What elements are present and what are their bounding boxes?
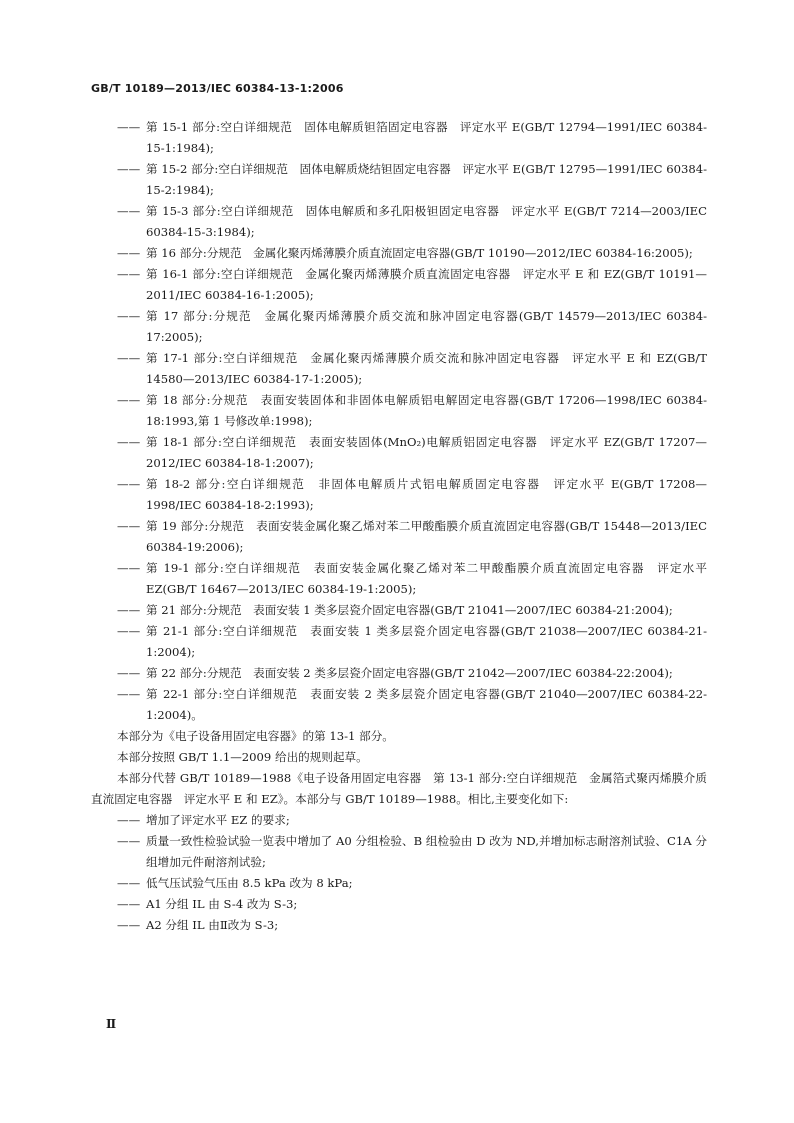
- dash-marker: ——: [117, 477, 141, 491]
- list-item: [117, 621, 707, 663]
- list-item-text: 第 17 部分:分规范 金属化聚丙烯薄膜介质交流和脉冲固定电容器(GB/T 14579—2013/IEC 60384-17:2005);: [146, 309, 707, 344]
- list-item: [117, 516, 707, 558]
- list-item-text: 质量一致性检验试验一览表中增加了 A0 分组检验、B 组检验由 D 改为 ND,并增加标志耐溶剂试验、C1A 分组增加元件耐溶剂试验;: [146, 834, 707, 869]
- dash-marker: ——: [117, 687, 141, 701]
- list-item-text: 第 18-1 部分:空白详细规范 表面安装固体(MnO₂)电解质铝固定电容器 评定水平 EZ(GB/T 17207—2012/IEC 60384-18-1:2007);: [146, 435, 707, 470]
- list-item-text: 第 15-1 部分:空白详细规范 固体电解质钽箔固定电容器 评定水平 E(GB/T 12794—1991/IEC 60384-15-1:1984);: [146, 120, 707, 155]
- standard-code-header: GB/T 10189—2013/IEC 60384-13-1:2006: [91, 82, 344, 95]
- list-item: [117, 810, 707, 831]
- list-item-text: 第 21-1 部分:空白详细规范 表面安装 1 类多层瓷介固定电容器(GB/T 21038—2007/IEC 60384-21-1:2004);: [146, 624, 707, 659]
- list-item-text: 第 19 部分:分规范 表面安装金属化聚乙烯对苯二甲酸酯膜介质直流固定电容器(GB/T 15448—2013/IEC 60384-19:2006);: [146, 519, 707, 554]
- list-item: [117, 894, 707, 915]
- list-item-text: 第 17-1 部分:空白详细规范 金属化聚丙烯薄膜介质交流和脉冲固定电容器 评定水平 E 和 EZ(GB/T 14580—2013/IEC 60384-17-1:2005);: [146, 351, 707, 386]
- dash-marker: ——: [117, 267, 141, 281]
- list-item: [117, 684, 707, 726]
- list-item: [117, 915, 707, 936]
- dash-marker: ——: [117, 204, 141, 218]
- list-item: [117, 243, 707, 264]
- dash-marker: ——: [117, 561, 141, 575]
- standard-parts-list: [117, 117, 707, 726]
- list-item: [117, 264, 707, 306]
- list-item: [117, 432, 707, 474]
- dash-marker: ——: [117, 393, 141, 407]
- changes-list: [117, 810, 707, 936]
- list-item: [117, 663, 707, 684]
- list-item-text: 第 16 部分:分规范 金属化聚丙烯薄膜介质直流固定电容器(GB/T 10190—2012/IEC 60384-16:2005);: [146, 246, 693, 260]
- list-item-text: 第 15-2 部分:空白详细规范 固体电解质烧结钽固定电容器 评定水平 E(GB/T 12795—1991/IEC 60384-15-2:1984);: [146, 162, 707, 197]
- dash-marker: ——: [117, 162, 141, 176]
- list-item-text: A2 分组 IL 由Ⅱ改为 S-3;: [146, 918, 279, 932]
- list-item: [117, 201, 707, 243]
- list-item-text: 第 18-2 部分:空白详细规范 非固体电解质片式铝电解质固定电容器 评定水平 E(GB/T 17208—1998/IEC 60384-18-2:1993);: [146, 477, 707, 512]
- dash-marker: ——: [117, 519, 141, 533]
- dash-marker: ——: [117, 603, 141, 617]
- paragraph: 本部分为《电子设备用固定电容器》的第 13-1 部分。: [117, 729, 394, 743]
- page-content: [91, 117, 707, 936]
- paragraph: 本部分按照 GB/T 1.1—2009 给出的规则起草。: [117, 750, 368, 764]
- paragraph: 本部分代替 GB/T 10189—1988《电子设备用固定电容器 第 13-1 部分:空白详细规范 金属箔式聚丙烯膜介质直流固定电容器 评定水平 E 和 EZ》。本部分与 GB/T 10189—1988。相比,主要变化如下:: [91, 771, 707, 806]
- dash-marker: ——: [117, 876, 141, 890]
- dash-marker: ——: [117, 666, 141, 680]
- list-item: [117, 474, 707, 516]
- list-item-text: 第 15-3 部分:空白详细规范 固体电解质和多孔阳极钽固定电容器 评定水平 E(GB/T 7214—2003/IEC 60384-15-3:1984);: [146, 204, 707, 239]
- list-item: [117, 831, 707, 873]
- list-item-text: A1 分组 IL 由 S-4 改为 S-3;: [146, 897, 298, 911]
- dash-marker: ——: [117, 120, 141, 134]
- dash-marker: ——: [117, 309, 141, 323]
- list-item: [117, 159, 707, 201]
- list-item: [117, 873, 707, 894]
- dash-marker: ——: [117, 624, 141, 638]
- dash-marker: ——: [117, 918, 141, 932]
- page-number: Ⅱ: [106, 1017, 117, 1031]
- list-item: [117, 306, 707, 348]
- list-item: [117, 390, 707, 432]
- list-item-text: 第 16-1 部分:空白详细规范 金属化聚丙烯薄膜介质直流固定电容器 评定水平 E 和 EZ(GB/T 10191—2011/IEC 60384-16-1:2005);: [146, 267, 707, 302]
- dash-marker: ——: [117, 246, 141, 260]
- list-item-text: 第 22-1 部分:空白详细规范 表面安装 2 类多层瓷介固定电容器(GB/T 21040—2007/IEC 60384-22-1:2004)。: [146, 687, 707, 722]
- list-item-text: 第 18 部分:分规范 表面安装固体和非固体电解质铝电解固定电容器(GB/T 17206—1998/IEC 60384-18:1993,第 1 号修改单:1998);: [146, 393, 707, 428]
- list-item-text: 第 21 部分:分规范 表面安装 1 类多层瓷介固定电容器(GB/T 21041—2007/IEC 60384-21:2004);: [146, 603, 673, 617]
- dash-marker: ——: [117, 351, 141, 365]
- list-item: [117, 348, 707, 390]
- list-item-text: 增加了评定水平 EZ 的要求;: [146, 813, 290, 827]
- dash-marker: ——: [117, 435, 141, 449]
- list-item: [117, 558, 707, 600]
- list-item-text: 第 22 部分:分规范 表面安装 2 类多层瓷介固定电容器(GB/T 21042—2007/IEC 60384-22:2004);: [146, 666, 673, 680]
- dash-marker: ——: [117, 834, 141, 848]
- list-item: [117, 117, 707, 159]
- dash-marker: ——: [117, 813, 141, 827]
- list-item-text: 低气压试验气压由 8.5 kPa 改为 8 kPa;: [146, 876, 353, 890]
- list-item: [117, 600, 707, 621]
- intro-paragraphs: [91, 726, 707, 810]
- dash-marker: ——: [117, 897, 141, 911]
- list-item-text: 第 19-1 部分:空白详细规范 表面安装金属化聚乙烯对苯二甲酸酯膜介质直流固定电容器 评定水平 EZ(GB/T 16467—2013/IEC 60384-19-1:2005);: [146, 561, 707, 596]
